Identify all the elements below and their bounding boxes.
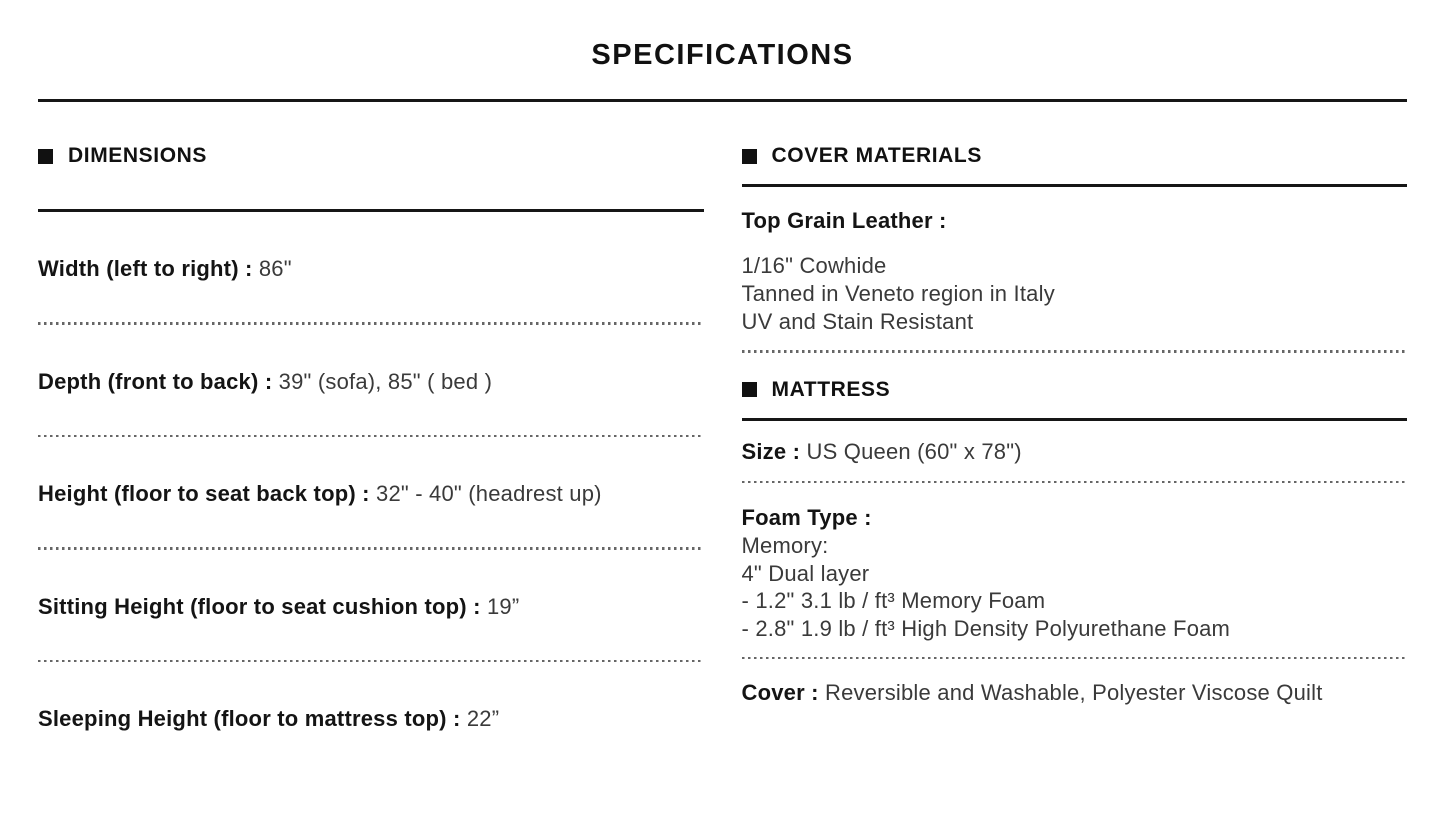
square-bullet-icon xyxy=(742,382,757,397)
size-value: US Queen (60" x 78") xyxy=(806,438,1022,464)
spec-row-height xyxy=(38,437,704,547)
dotted-divider xyxy=(742,350,1408,353)
spec-row-label: Width (left to right) : xyxy=(38,256,253,281)
spec-row-value: 32" - 40" (headrest up) xyxy=(376,481,602,506)
mattress-size-line xyxy=(742,438,1408,466)
cover-materials-heading-rule xyxy=(742,184,1408,187)
cover-label: Cover : xyxy=(741,680,819,706)
square-bullet-icon xyxy=(742,149,757,164)
foam-line: Memory: xyxy=(741,533,829,558)
dotted-divider xyxy=(742,481,1408,484)
spec-row-sitting-height xyxy=(38,550,704,660)
spec-row-label: Height (floor to seat back top) : xyxy=(38,481,370,506)
spec-row-value: 22” xyxy=(466,706,500,731)
leather-label: Top Grain Leather : xyxy=(741,208,947,233)
spec-row-depth xyxy=(38,325,704,435)
foam-line: - 1.2" 3.1 lb / ft³ Memory Foam xyxy=(741,588,1046,614)
foam-line: 4" Dual layer xyxy=(741,560,870,586)
spec-row-value: 86" xyxy=(258,256,292,281)
size-label: Size : xyxy=(741,438,801,464)
page-title: SPECIFICATIONS xyxy=(591,39,854,71)
leather-line: 1/16" Cowhide xyxy=(741,253,887,278)
leather-block xyxy=(742,207,1408,336)
cover-materials-heading-label: COVER MATERIALS xyxy=(771,144,982,167)
foam-lines xyxy=(742,532,1408,643)
cover-value: Reversible and Washable, Polyester Viscose Quilt xyxy=(825,680,1323,706)
spec-row-label: Depth (front to back) : xyxy=(38,368,273,394)
foam-block xyxy=(742,504,1408,643)
spec-row-width xyxy=(38,212,704,322)
spec-row-label: Sitting Height (floor to seat cushion top) : xyxy=(38,593,481,619)
section-heading-cover-materials xyxy=(742,145,1408,167)
mattress-heading-label: MATTRESS xyxy=(771,377,891,401)
mattress-heading-rule xyxy=(742,418,1408,421)
leather-line: Tanned in Veneto region in Italy xyxy=(741,281,1055,306)
section-heading-dimensions xyxy=(38,145,704,167)
dotted-divider xyxy=(742,657,1408,660)
spec-row-sleeping-height xyxy=(38,662,704,772)
leather-lines xyxy=(742,252,1408,336)
dimensions-heading-label: DIMENSIONS xyxy=(68,144,208,167)
mattress-cover-line xyxy=(742,679,1408,707)
spec-row-label: Sleeping Height (floor to mattress top) : xyxy=(38,706,461,731)
section-heading-mattress xyxy=(742,379,1408,401)
spec-columns xyxy=(38,102,1407,772)
dimensions-section xyxy=(38,102,704,772)
square-bullet-icon xyxy=(38,149,53,164)
foam-type-label: Foam Type : xyxy=(741,505,872,530)
leather-line: UV and Stain Resistant xyxy=(741,309,974,334)
spec-row-value: 19” xyxy=(486,593,520,619)
foam-line: - 2.8" 1.9 lb / ft³ High Density Polyurethane Foam xyxy=(741,616,1231,642)
right-column xyxy=(742,102,1408,772)
spec-row-value: 39" (sofa), 85" ( bed ) xyxy=(278,368,493,394)
